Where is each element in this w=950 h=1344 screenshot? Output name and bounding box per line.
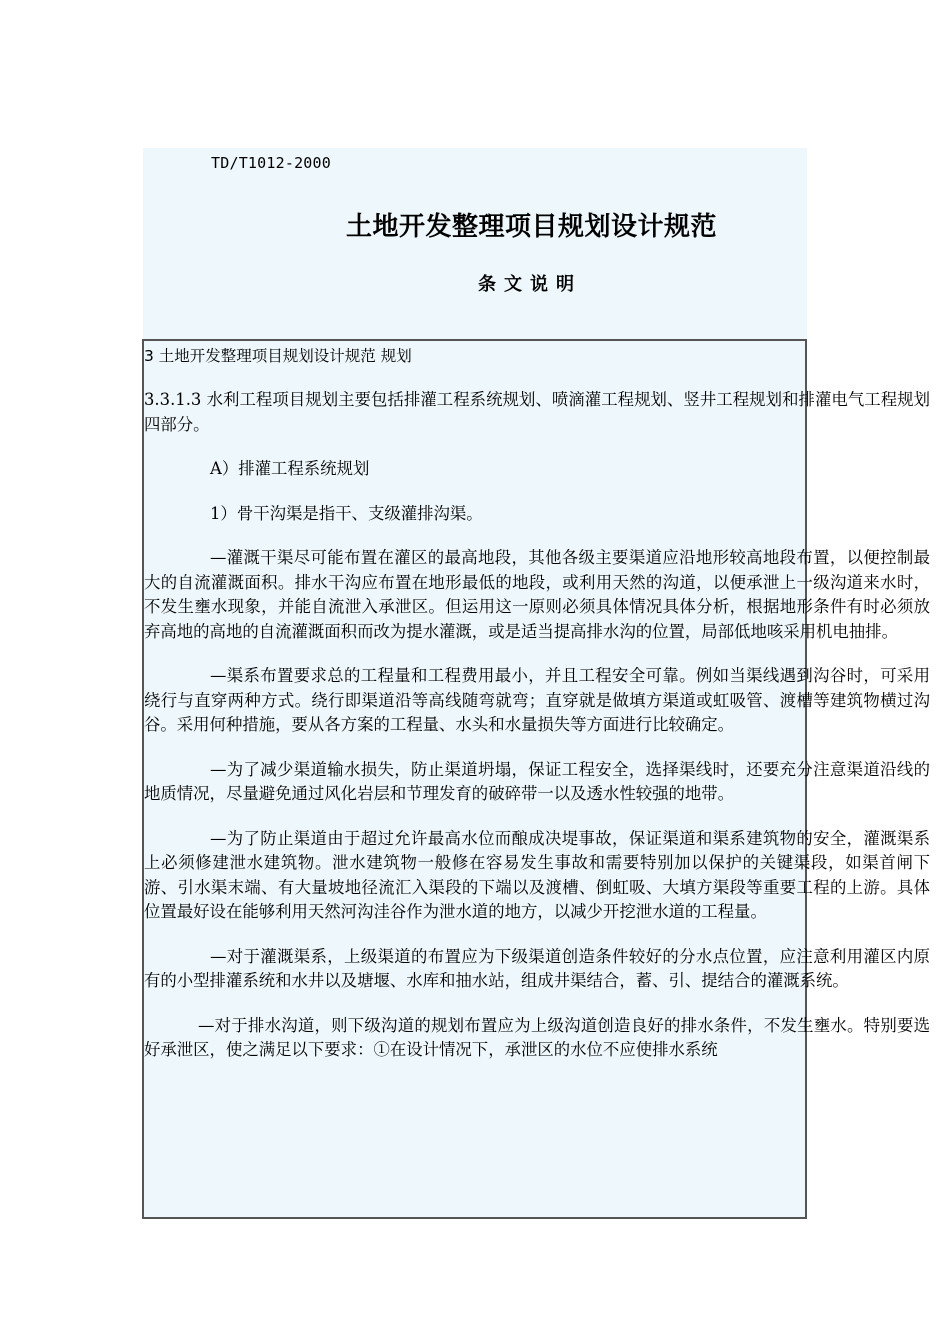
document-code: TD/T1012-2000 (211, 154, 331, 172)
document-title: 土地开发整理项目规划设计规范 (346, 212, 718, 242)
paragraph-loss-reduction: —为了减少渠道输水损失，防止渠道坍塌，保证工程安全，选择渠线时，还要充分注意渠道沿线的地质情况，尽量避免通过风化岩层和节理发育的破碎带一以及透水性较强的地带。 (144, 759, 930, 803)
paragraph-irrigation-canal: —灌溉干渠尽可能布置在灌区的最高地段，其他各级主要渠道应沿地形较高地段布置，以便控制最大的自流灌溉面积。排水干沟应布置在地形最低的地段，或利用天然的沟道，以便承泄上一级沟道来水时，不发生壅水现象，并能自流泄入承泄区。但运用这一原则必须具体情况具体分析，根据地形条件有时必须放弃高地的高地的自流灌溉面积而改为提水灌溉，或是适当提高排水沟的位置，局部低地咳采用机电抽排。 (144, 548, 930, 641)
paragraph-canal-layout: —渠系布置要求总的工程量和工程费用最小，并且工程安全可靠。例如当渠线遇到沟谷时，可采用绕行与直穿两种方式。绕行即渠道沿等高线随弯就弯；直穿就是做填方渠道或虹吸管、渡槽等建筑物横过沟谷。采用何种措施，要从各方案的工程量、水头和水量损失等方面进行比较确定。 (144, 666, 930, 734)
document-subtitle: 条文说明 (478, 274, 582, 295)
paragraph-subheading-1: 1）骨干沟渠是指干、支级灌排沟渠。 (210, 503, 483, 523)
content-body (144, 340, 930, 1216)
header-panel (143, 148, 807, 340)
paragraph-intro: 3.3.1.3 水利工程项目规划主要包括排灌工程系统规划、喷滴灌工程规划、竖井工程规划和排灌电气工程规划四部分。 (144, 390, 930, 434)
paragraph-drainage: —对于排水沟道，则下级沟道的规划布置应为上级沟道创造良好的排水条件，不发生壅水。特别要选好承泄区，使之满足以下要求：①在设计情况下，承泄区的水位不应使排水系统 (144, 1015, 930, 1059)
paragraph-irrigation-system: —对于灌溉渠系，上级渠道的布置应为下级渠道创造条件较好的分水点位置，应注意利用灌区内原有的小型排灌系统和水井以及塘堰、水库和抽水站，组成井渠结合，蓄、引、提结合的灌溉系统。 (144, 946, 930, 990)
paragraph-subheading-a: A）排灌工程系统规划 (210, 459, 370, 478)
section-heading: 3 土地开发整理项目规划设计规范 规划 (144, 347, 412, 365)
paragraph-spillway: —为了防止渠道由于超过允许最高水位而酿成决堤事故，保证渠道和渠系建筑物的安全，灌溉渠系上必须修建泄水建筑物。泄水建筑物一般修在容易发生事故和需要特别加以保护的关键渠段，如渠首闸下游、引水渠末端、有大量坡地径流汇入渠段的下端以及渡槽、倒虹吸、大填方渠段等重要工程的上游。具体位置最好设在能够利用天然河沟洼谷作为泄水道的地方，以减少开挖泄水道的工程量。 (144, 828, 930, 921)
